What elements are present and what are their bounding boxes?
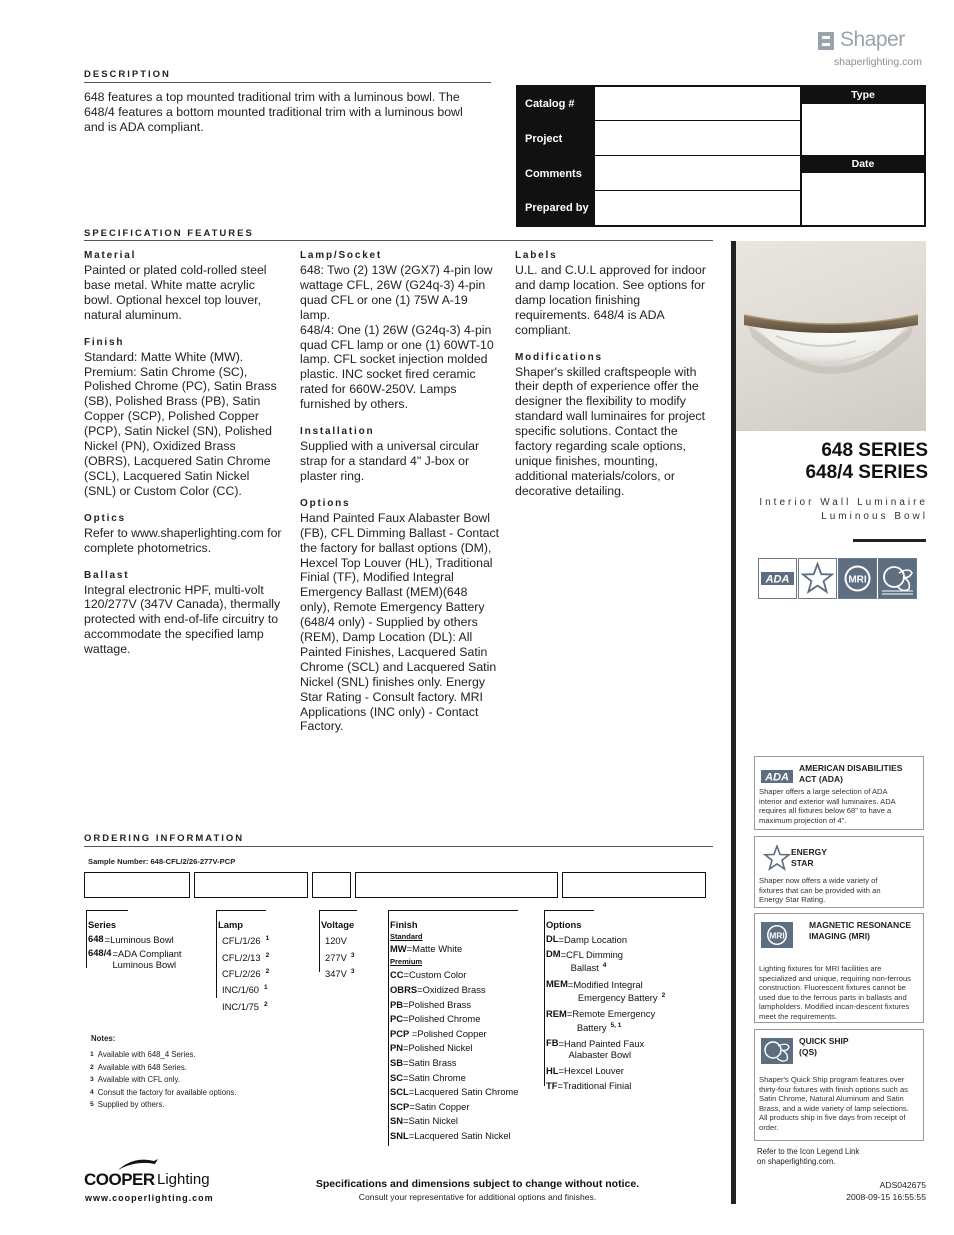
lamp-box[interactable] xyxy=(194,872,308,898)
spec-title: Labels xyxy=(515,250,558,261)
lamp-list xyxy=(218,918,308,1014)
lamp-note: 1 xyxy=(264,984,268,992)
quick-ship-badge xyxy=(878,558,917,599)
svg-text:ADA: ADA xyxy=(765,573,790,586)
option-desc-wrap xyxy=(567,1007,655,1034)
option-desc-wrap xyxy=(559,932,628,946)
lamp-code: CFL/2/26 xyxy=(222,967,261,979)
description-heading: DESCRIPTION xyxy=(84,69,171,80)
option-desc2: Battery xyxy=(576,1021,607,1033)
voltage-note: 3 xyxy=(350,967,355,975)
finish-list xyxy=(390,918,550,1144)
description-text: 648 features a top mounted traditional trim with a luminous bowl. The 648/4 features a bottom mounted traditional trim with a luminous bowl and is ADA compliant. xyxy=(84,90,463,134)
note-item xyxy=(90,1074,290,1087)
finish-desc: =Oxidized Brass xyxy=(417,984,486,995)
series-option xyxy=(88,946,208,970)
spec-title: Optics xyxy=(84,512,126,524)
note-number: 1 xyxy=(90,1051,94,1058)
spec-text: U.L. and C.U.L approved for indoor and damp location. See options for damp location finishing requirements. 648/4 is ADA compliant. xyxy=(515,263,706,337)
spec-block xyxy=(84,337,284,499)
lamp-option xyxy=(218,932,308,948)
option-desc-line2 xyxy=(567,1020,655,1034)
note-number: 3 xyxy=(90,1076,94,1084)
option-item xyxy=(546,932,706,946)
finish-code: SNL xyxy=(390,1129,409,1141)
option-code: TF xyxy=(546,1079,558,1091)
option-desc: =Traditional Finial xyxy=(557,1080,632,1092)
project-field[interactable] xyxy=(595,121,800,156)
option-desc: =Remote Emergency xyxy=(566,1008,656,1020)
option-desc-wrap xyxy=(568,977,665,1004)
spec-block xyxy=(515,352,710,499)
shaper-logo xyxy=(818,30,928,56)
brand-name: Shaper xyxy=(840,28,905,51)
finish-standard-label: Standard xyxy=(390,932,423,942)
comments-label: Comments xyxy=(518,156,595,191)
spec-title: Installation xyxy=(300,426,375,438)
prepared-by-field[interactable] xyxy=(595,191,800,225)
lamp-note: 2 xyxy=(264,1000,268,1008)
finish-code: PCP xyxy=(390,1027,410,1039)
finish-desc: =Matte White xyxy=(406,943,463,955)
lamp-note: 2 xyxy=(265,967,270,975)
voltage-code: 277V xyxy=(325,951,347,963)
option-code: HL xyxy=(546,1064,559,1076)
finish-code: PC xyxy=(390,1013,404,1025)
series-desc: =Luminous Bowl xyxy=(104,933,174,945)
series-title: Series xyxy=(88,919,117,930)
finish-desc: =Satin Copper xyxy=(409,1100,470,1112)
series-code: 648 xyxy=(88,933,104,945)
spec-text: Refer to www.shaperlighting.com for complete photometrics. xyxy=(84,525,282,555)
ada-badge xyxy=(758,558,797,599)
note-item xyxy=(90,1062,290,1075)
svg-text:MRI: MRI xyxy=(848,574,867,586)
legend-ada-title: AMERICAN DISABILITIES ACT (ADA) xyxy=(799,763,903,784)
finish-desc: =Polished Nickel xyxy=(403,1042,473,1054)
doc-timestamp: 2008-09-15 16:55:55 xyxy=(846,1192,926,1202)
legend-mri-title: MAGNETIC RESONANCE IMAGING (MRI) xyxy=(809,920,912,941)
option-code: DL xyxy=(546,933,559,945)
note-item xyxy=(90,1087,290,1100)
comments-row xyxy=(518,156,800,191)
sample-number: Sample Number: 648-CFL/2/26-277V-PCP xyxy=(88,857,236,866)
note-text: Available with 648_4 Series. xyxy=(97,1050,196,1059)
finish-option xyxy=(390,983,550,998)
prepared-row xyxy=(518,191,800,225)
finish-code: SCL xyxy=(390,1086,409,1098)
option-desc: =Damp Location xyxy=(558,933,628,945)
legend-quick-ship-title: QUICK SHIP (QS) xyxy=(799,1036,849,1057)
lighting-name: Lighting xyxy=(157,1171,210,1188)
consult-note: Consult your representative for additional options and finishes. xyxy=(358,1192,597,1202)
finish-desc: =Satin Nickel xyxy=(403,1115,459,1127)
lamp-note: 1 xyxy=(265,935,270,943)
spec-title: Options xyxy=(300,497,351,509)
cooper-logo xyxy=(84,1158,244,1188)
finish-code: SN xyxy=(390,1115,404,1127)
project-label: Project xyxy=(518,121,595,156)
note-item xyxy=(90,1099,290,1112)
type-label: Type xyxy=(802,87,924,104)
legend-quick-ship-text: Shaper's Quick Ship program features over thirty-four fixtures with finish options such as Satin Chrome, Natural Aluminum and Satin Brass, and a wide variety of lamp selections. All products ship in five days from receipt of order. xyxy=(759,1075,909,1132)
series-option xyxy=(88,932,208,946)
legend-mri-text: Lighting fixtures for MRI facilities are specialized and unique, requiring non-ferrous construction. Fluorescent fixtures cannot be used due to the ferrous parts in ballasts and lampholders. Modified incan-descent fixtures meet the requirements. xyxy=(759,964,911,1021)
spec-block xyxy=(515,250,710,338)
option-desc2: Emergency Battery xyxy=(577,992,658,1004)
legend-quick-ship xyxy=(754,1029,924,1141)
finish-box[interactable] xyxy=(355,872,558,898)
spec-block xyxy=(84,570,284,658)
shaper-logo-icon xyxy=(818,30,838,52)
notes-title: Notes: xyxy=(91,1034,116,1043)
spec-heading: SPECIFICATION FEATURES xyxy=(84,228,254,239)
option-desc: =Hand Painted Faux xyxy=(558,1037,645,1049)
voltage-box[interactable] xyxy=(312,872,351,898)
spec-block xyxy=(300,426,500,484)
finish-option xyxy=(390,942,550,956)
option-desc: =CFL Dimming xyxy=(560,948,624,960)
legend-energy-star xyxy=(754,836,924,908)
option-item xyxy=(546,1064,706,1078)
finish-option xyxy=(390,1129,550,1144)
voltage-code: 120V xyxy=(325,935,347,947)
option-code: REM xyxy=(546,1007,567,1019)
voltage-option xyxy=(321,965,381,981)
finish-desc: =Polished Chrome xyxy=(403,1013,481,1025)
finish-desc: =Polished Copper xyxy=(409,1027,487,1039)
lamp-option xyxy=(218,981,308,997)
notes-list xyxy=(90,1049,290,1112)
option-item xyxy=(546,1007,706,1034)
panel-divider xyxy=(853,539,926,542)
lamp-code: INC/1/75 xyxy=(222,1000,259,1012)
option-code: MEM xyxy=(546,978,568,990)
brand-url[interactable]: shaperlighting.com xyxy=(833,56,922,68)
spec-text: Integral electronic HPF, multi-volt 120/277V (347V Canada), thermally protected with end-of-life circuitry to accommodate the specified lamp wattage. xyxy=(84,582,281,657)
option-desc-wrap xyxy=(561,947,623,974)
note-number: 2 xyxy=(90,1063,94,1071)
option-desc2: Alabaster Bowl xyxy=(568,1049,632,1061)
note-text: Available with CFL only. xyxy=(97,1075,180,1085)
svg-text:MRI: MRI xyxy=(769,930,785,941)
series-code: 648/4 xyxy=(88,947,112,959)
lamp-code: INC/1/60 xyxy=(222,984,259,996)
info-table xyxy=(516,85,926,227)
finish-code: PN xyxy=(390,1042,404,1054)
wall-sconce-image xyxy=(736,241,926,431)
option-code: FB xyxy=(546,1037,559,1049)
mri-badge xyxy=(838,558,877,599)
finish-option xyxy=(390,998,550,1013)
quick-ship-icon xyxy=(879,559,916,598)
finish-code: MW xyxy=(390,943,407,955)
spec-text: Standard: Matte White (MW). Premium: Satin Chrome (SC), Polished Chrome (PC), Satin Brass (SB), Polished Brass (PB), Satin Copper (SCP), Polished Copper (PCP), Satin Nickel (SN), Polished Nickel (PN), Oxidized Brass (OBRS), Lacquered Satin Chrome (SCL), Lacquered Satin Nickel (SNL) or Custom Color (CC). xyxy=(84,349,277,498)
lamp-option xyxy=(218,949,308,965)
option-desc-wrap xyxy=(559,1064,624,1078)
ordering-heading: ORDERING INFORMATION xyxy=(84,833,245,844)
finish-option xyxy=(390,1114,550,1129)
spec-text: Hand Painted Faux Alabaster Bowl (FB), CFL Dimming Ballast - Contact the factory for ballast options (DM), Hexcel Top Louver (HL), Traditional Finial (TF), Modified Integral Emergency Ballast (MEM)(648 only), Remote Emergency Battery (648/4 only) - Supplied by others (REM), Damp Location (DL): All Painted Finishes, Lacquered Satin Chrome (SCL) and Lacquered Satin Nickel (SNL) finishes only. Energy Star Rating - Consult factory. MRI Applications (INC only) - Contact Factory. xyxy=(300,510,500,734)
option-item xyxy=(546,1079,706,1093)
spec-text: Painted or plated cold-rolled steel base metal. White matte acrylic bowl. Optional hexcel top louver, natural aluminum. xyxy=(84,263,267,322)
finish-option xyxy=(390,1085,550,1100)
legend-ada-text: Shaper offers a large selection of ADA interior and exterior wall luminaires. ADA requires all fixtures below 68" to have a maximum projection of 4". xyxy=(759,787,896,825)
finish-option xyxy=(390,968,550,983)
energy-star-icon xyxy=(761,845,793,871)
note-text: Available with 648 Series. xyxy=(97,1062,187,1072)
finish-option xyxy=(390,1012,550,1027)
note-item xyxy=(90,1049,290,1062)
prepared-by-label: Prepared by xyxy=(518,191,595,225)
voltage-code: 347V xyxy=(325,967,347,979)
finish-option xyxy=(390,1056,550,1071)
lamp-code: CFL/2/13 xyxy=(222,951,261,963)
option-desc-line2 xyxy=(568,990,665,1004)
options-box[interactable] xyxy=(562,872,706,898)
finish-code: CC xyxy=(390,969,404,981)
energy-star-badge xyxy=(798,558,837,599)
spec-block xyxy=(300,498,500,735)
option-desc: =Modified Integral xyxy=(567,978,643,990)
cooper-url[interactable]: www.cooperlighting.com xyxy=(85,1193,214,1203)
product-subtitle-1: Interior Wall Luminaire xyxy=(759,497,928,508)
legend-note: Refer to the Icon Legend Link on shaperlighting.com. xyxy=(757,1147,860,1166)
spec-title: Material xyxy=(84,250,137,261)
disclaimer: Specifications and dimensions subject to change without notice. xyxy=(315,1178,640,1190)
note-text: Consult the factory for available options. xyxy=(97,1087,237,1097)
finish-option xyxy=(390,1071,550,1086)
finish-desc: =Polished Brass xyxy=(403,998,472,1010)
doc-id: ADS042675 xyxy=(879,1180,926,1190)
option-item xyxy=(546,977,706,1004)
voltage-option xyxy=(321,949,381,965)
date-box[interactable] xyxy=(800,156,924,225)
option-desc2: Ballast xyxy=(570,962,599,974)
finish-code: SC xyxy=(390,1071,404,1083)
finish-desc: =Lacquered Satin Chrome xyxy=(408,1086,519,1098)
lamp-option xyxy=(218,965,308,981)
lamp-title: Lamp xyxy=(218,919,244,930)
option-item xyxy=(546,947,706,974)
spec-column-1 xyxy=(84,250,284,671)
spec-block xyxy=(84,250,284,323)
svg-text:ADA: ADA xyxy=(765,771,789,784)
legend-mri xyxy=(754,913,924,1023)
catalog-row xyxy=(518,87,800,121)
type-box[interactable] xyxy=(800,87,924,156)
finish-code: SB xyxy=(390,1056,404,1068)
option-item xyxy=(546,1036,706,1061)
cooper-name: COOPER xyxy=(84,1170,155,1189)
option-desc-line2 xyxy=(559,1049,645,1061)
option-desc-line2 xyxy=(561,960,623,974)
lamp-option xyxy=(218,998,308,1014)
finish-option xyxy=(390,1041,550,1056)
spec-title: Modifications xyxy=(515,351,603,363)
comments-field[interactable] xyxy=(595,156,800,191)
spec-column-2 xyxy=(300,250,500,748)
options-title: Options xyxy=(546,919,582,930)
note-number: 4 xyxy=(90,1088,94,1096)
finish-option xyxy=(390,1027,550,1042)
finish-code: OBRS xyxy=(390,984,418,995)
series-box[interactable] xyxy=(84,872,190,898)
series-desc: =ADA Compliant Luminous Bowl xyxy=(112,947,182,970)
option-note: 5, 1 xyxy=(610,1021,622,1029)
spec-block xyxy=(300,250,500,412)
spec-text: Shaper's skilled craftspeople with their depth of experience offer the designer the flexibility to modify standard wall luminaires for project specific solutions. Contact the factory regarding scale options, unique finishes, mounting, additional materials/colors, or decorative detailing. xyxy=(515,364,706,498)
voltage-note: 3 xyxy=(350,951,355,959)
ada-icon xyxy=(759,559,796,598)
voltage-title: Voltage xyxy=(321,919,355,930)
lamp-note: 2 xyxy=(265,951,270,959)
finish-desc: =Lacquered Satin Nickel xyxy=(408,1129,511,1141)
note-text: Supplied by others. xyxy=(97,1100,165,1110)
quick-ship-icon xyxy=(761,1038,793,1064)
catalog-field[interactable] xyxy=(595,87,800,121)
spec-title: Finish xyxy=(84,336,125,348)
legend-ada xyxy=(754,756,924,830)
finish-desc: =Satin Brass xyxy=(403,1056,457,1068)
mri-icon xyxy=(839,559,876,598)
finish-code: PB xyxy=(390,998,404,1010)
option-code: DM xyxy=(546,948,561,960)
ada-icon xyxy=(761,763,793,789)
legend-energy-star-title: ENERGY STAR xyxy=(791,847,827,868)
product-subtitle-2: Luminous Bowl xyxy=(821,511,928,522)
finish-option xyxy=(390,1100,550,1115)
project-row xyxy=(518,121,800,156)
finish-premium-label: Premium xyxy=(390,957,423,967)
energy-star-icon xyxy=(799,559,836,598)
lamp-code: CFL/1/26 xyxy=(222,935,261,947)
voltage-list xyxy=(321,918,381,981)
finish-code: SCP xyxy=(390,1100,410,1112)
option-note: 2 xyxy=(661,992,666,1000)
spec-text: Supplied with a universal circular strap for a standard 4" J-box or plaster ring. xyxy=(300,439,480,483)
option-desc-wrap xyxy=(559,1036,645,1061)
option-desc-wrap xyxy=(557,1079,631,1093)
option-note: 4 xyxy=(602,962,607,970)
finish-desc: =Custom Color xyxy=(403,969,467,981)
product-photo xyxy=(736,241,926,431)
voltage-option xyxy=(321,932,381,948)
catalog-label: Catalog # xyxy=(518,87,595,121)
series-title-2: 648/4 SERIES xyxy=(805,462,928,483)
finish-desc: =Satin Chrome xyxy=(403,1071,466,1083)
date-label: Date xyxy=(802,156,924,173)
legend-energy-star-text: Shaper now offers a wide variety of fixtures that can be provided with an Energy Star Rating. xyxy=(759,876,881,905)
series-list xyxy=(88,918,208,970)
spec-text: 648: Two (2) 13W (2GX7) 4-pin low wattage CFL, 26W (G24q-3) 4-pin quad CFL or one (1) 75W A-19 lamp. 648/4: One (1) 26W (G24q-3) 4-pin quad CFL lamp or one (1) 60WT-10 lamp. CFL socket injection molded plastic. INC socket fired ceramic rated for 660W-250V. Lamps furnished by others. xyxy=(300,263,494,412)
spec-title: Ballast xyxy=(84,569,130,581)
option-desc: =Hexcel Louver xyxy=(558,1065,624,1077)
spec-block xyxy=(84,513,284,556)
spec-title: Lamp/Socket xyxy=(300,250,383,261)
finish-title: Finish xyxy=(390,919,418,930)
series-title-1: 648 SERIES xyxy=(821,440,928,461)
note-number: 5 xyxy=(90,1101,94,1109)
spec-column-3 xyxy=(515,250,710,513)
options-list xyxy=(546,918,706,1094)
mri-icon xyxy=(761,922,793,948)
